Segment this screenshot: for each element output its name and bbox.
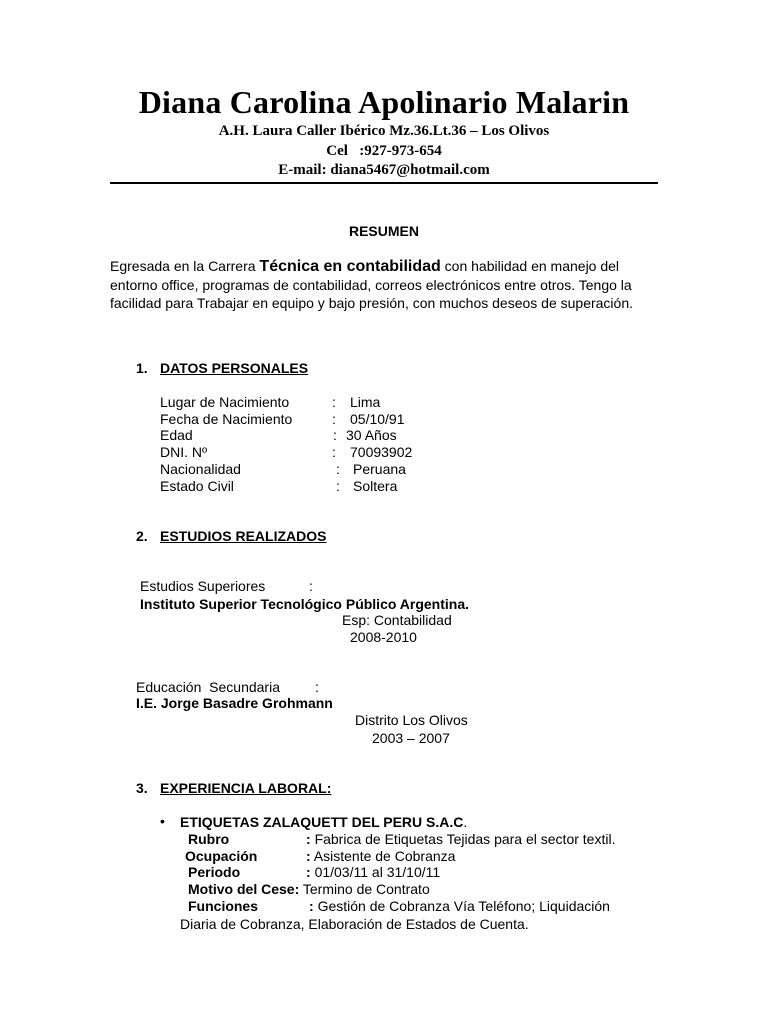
label-estado-civil: Estado Civil <box>160 478 234 494</box>
value-edad: 30 Años <box>346 427 397 443</box>
funciones-text: Gestión de Cobranza Vía Teléfono; Liquidación <box>317 898 610 914</box>
label-edad: Edad <box>160 427 193 443</box>
value-periodo: : 01/03/11 al 31/10/11 <box>306 864 441 880</box>
value-ocupacion: : Asistente de Cobranza <box>306 848 456 864</box>
bullet-marker: • <box>160 813 165 829</box>
value-rubro: : Fabrica de Etiquetas Tejidas para el sector textil. <box>306 831 616 847</box>
phone-line: Cel :927-973-654 <box>326 143 442 159</box>
company-line <box>180 814 467 830</box>
summary-paragraph <box>110 257 670 312</box>
label-nacionalidad: Nacionalidad <box>160 461 241 477</box>
sep-educacion-secundaria: : <box>315 679 319 695</box>
superior-institution: Instituto Superior Tecnológico Público Argentina. <box>140 596 470 612</box>
label-estudios-superiores: Estudios Superiores <box>140 578 266 594</box>
label-rubro: Rubro <box>188 831 230 847</box>
summary-text-pre: Egresada en la Carrera <box>110 258 260 274</box>
label-educacion-secundaria: Educación Secundaria <box>136 679 280 695</box>
label-motivo: Motivo del Cese: <box>188 881 300 897</box>
label-funciones: Funciones <box>188 898 259 914</box>
section-experiencia-number: 3. <box>136 780 148 796</box>
label-fecha-nacimiento: Fecha de Nacimiento <box>160 411 293 427</box>
label-ocupacion: Ocupación <box>185 848 258 864</box>
label-dni: DNI. Nº <box>160 444 208 460</box>
section-estudios-title-text: ESTUDIOS REALIZADOS <box>160 528 327 544</box>
value-funciones: : Gestión de Cobranza Vía Teléfono; Liquidación <box>309 898 610 914</box>
motivo-line <box>188 881 430 897</box>
superior-years: 2008-2010 <box>350 629 417 645</box>
periodo-text: 01/03/11 al 31/10/11 <box>314 864 441 880</box>
sep-nacionalidad: : <box>336 461 340 477</box>
section-estudios-number: 2. <box>136 528 148 544</box>
summary-title: RESUMEN <box>348 223 419 239</box>
value-nacionalidad: Peruana <box>353 461 406 477</box>
secondary-institution: I.E. Jorge Basadre Grohmann <box>136 695 333 711</box>
superior-specialty: Esp: Contabilidad <box>342 612 452 628</box>
section-datos-title <box>160 360 308 376</box>
secondary-district: Distrito Los Olivos <box>355 712 468 728</box>
section-estudios-title <box>160 528 326 544</box>
summary-text-post: con habilidad en manejo del entorno office, programas de contabilidad, correos electrónicos entre otros. Tengo la facilidad para Trabajar en equipo y bajo presión, con muchos deseos de superación. <box>110 258 633 311</box>
candidate-name: Diana Carolina Apolinario Malarin <box>138 84 630 120</box>
header-divider <box>110 182 658 184</box>
sep-dni: : <box>332 444 336 460</box>
value-estado-civil: Soltera <box>353 478 398 494</box>
funciones-continuation: Diaria de Cobranza, Elaboración de Estados de Cuenta. <box>180 916 529 932</box>
sep-fecha-nacimiento: : <box>332 411 336 427</box>
company-dot: . <box>463 814 468 830</box>
section-datos-title-text: DATOS PERSONALES <box>160 360 309 376</box>
rubro-text: Fabrica de Etiquetas Tejidas para el sector textil. <box>314 831 616 847</box>
section-experiencia-title <box>160 780 331 796</box>
motivo-text: Termino de Contrato <box>302 881 430 897</box>
email-line: E-mail: diana5467@hotmail.com <box>278 162 490 178</box>
ocupacion-text: Asistente de Cobranza <box>313 848 456 864</box>
sep-edad: : <box>333 427 337 443</box>
value-lugar-nacimiento: Lima <box>350 394 381 410</box>
section-datos-number: 1. <box>136 360 148 376</box>
label-periodo: Periodo <box>188 864 241 880</box>
sep-estado-civil: : <box>336 478 340 494</box>
value-fecha-nacimiento: 05/10/91 <box>350 411 405 427</box>
sep-lugar-nacimiento: : <box>332 394 336 410</box>
label-lugar-nacimiento: Lugar de Nacimiento <box>160 394 290 410</box>
sep-estudios-superiores: : <box>309 578 313 594</box>
secondary-years: 2003 – 2007 <box>372 730 450 746</box>
section-experiencia-title-text: EXPERIENCIA LABORAL: <box>160 780 332 796</box>
summary-emphasis: Técnica en contabilidad <box>259 258 441 275</box>
company-name: ETIQUETAS ZALAQUETT DEL PERU S.A.C <box>180 814 464 830</box>
address-line: A.H. Laura Caller Ibérico Mz.36.Lt.36 – Los Olivos <box>218 123 550 139</box>
value-dni: 70093902 <box>350 444 413 460</box>
